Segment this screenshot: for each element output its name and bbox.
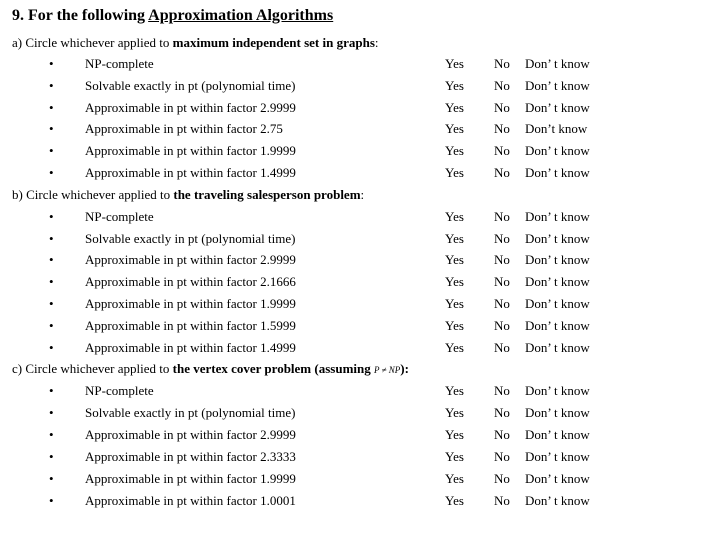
list-item bbox=[0, 56, 720, 76]
item-text: Approximable in pt within factor 2.9999 bbox=[85, 427, 296, 442]
bullet: • bbox=[49, 121, 54, 136]
bullet: • bbox=[49, 56, 54, 71]
item-text: Approximable in pt within factor 2.75 bbox=[85, 121, 283, 136]
dont-know-option[interactable]: Don’ t know bbox=[525, 56, 590, 71]
dont-know-option[interactable]: Don’ t know bbox=[525, 427, 590, 442]
yes-option[interactable]: Yes bbox=[445, 296, 464, 311]
bullet: • bbox=[49, 340, 54, 355]
list-item bbox=[0, 121, 720, 141]
no-option[interactable]: No bbox=[494, 231, 510, 246]
dont-know-option[interactable]: Don’ t know bbox=[525, 296, 590, 311]
dont-know-option[interactable]: Don’ t know bbox=[525, 165, 590, 180]
yes-option[interactable]: Yes bbox=[445, 121, 464, 136]
bullet: • bbox=[49, 231, 54, 246]
item-text: Approximable in pt within factor 1.0001 bbox=[85, 493, 296, 508]
list-item bbox=[0, 427, 720, 447]
list-item bbox=[0, 340, 720, 360]
yes-option[interactable]: Yes bbox=[445, 427, 464, 442]
list-item bbox=[0, 209, 720, 229]
yes-option[interactable]: Yes bbox=[445, 383, 464, 398]
title-underlined: Approximation Algorithms bbox=[148, 7, 334, 24]
no-option[interactable]: No bbox=[494, 143, 510, 158]
dont-know-option[interactable]: Don’ t know bbox=[525, 471, 590, 486]
list-item bbox=[0, 78, 720, 98]
yes-option[interactable]: Yes bbox=[445, 78, 464, 93]
question-title bbox=[12, 7, 333, 25]
list-item bbox=[0, 274, 720, 294]
dont-know-option[interactable]: Don’ t know bbox=[525, 318, 590, 333]
dont-know-option[interactable]: Don’ t know bbox=[525, 252, 590, 267]
yes-option[interactable]: Yes bbox=[445, 340, 464, 355]
list-item bbox=[0, 231, 720, 251]
no-option[interactable]: No bbox=[494, 383, 510, 398]
yes-option[interactable]: Yes bbox=[445, 209, 464, 224]
list-item bbox=[0, 296, 720, 316]
dont-know-option[interactable]: Don’ t know bbox=[525, 449, 590, 464]
list-item bbox=[0, 493, 720, 513]
bullet: • bbox=[49, 405, 54, 420]
list-item bbox=[0, 165, 720, 185]
item-text: Solvable exactly in pt (polynomial time) bbox=[85, 231, 296, 246]
list-item bbox=[0, 318, 720, 338]
no-option[interactable]: No bbox=[494, 274, 510, 289]
section-b-label: b) Circle whichever applied to the traveling salesperson problem: bbox=[12, 187, 365, 202]
item-text: Approximable in pt within factor 1.9999 bbox=[85, 471, 296, 486]
bullet: • bbox=[49, 252, 54, 267]
yes-option[interactable]: Yes bbox=[445, 143, 464, 158]
p-neq-np-math: P ≠ NP bbox=[374, 365, 401, 375]
dont-know-option[interactable]: Don’ t know bbox=[525, 383, 590, 398]
dont-know-option[interactable]: Don’ t know bbox=[525, 493, 590, 508]
no-option[interactable]: No bbox=[494, 449, 510, 464]
section-c-label: c) Circle whichever applied to the vertex cover problem (assuming P ≠ NP): bbox=[12, 361, 409, 376]
bullet: • bbox=[49, 296, 54, 311]
list-item bbox=[0, 383, 720, 403]
no-option[interactable]: No bbox=[494, 121, 510, 136]
item-text: Approximable in pt within factor 1.9999 bbox=[85, 296, 296, 311]
no-option[interactable]: No bbox=[494, 493, 510, 508]
dont-know-option[interactable]: Don’ t know bbox=[525, 274, 590, 289]
item-text: Approximable in pt within factor 1.4999 bbox=[85, 165, 296, 180]
dont-know-option[interactable]: Don’ t know bbox=[525, 143, 590, 158]
yes-option[interactable]: Yes bbox=[445, 274, 464, 289]
item-text: Approximable in pt within factor 1.5999 bbox=[85, 318, 296, 333]
bullet: • bbox=[49, 318, 54, 333]
yes-option[interactable]: Yes bbox=[445, 318, 464, 333]
list-item bbox=[0, 252, 720, 272]
dont-know-option[interactable]: Don’ t know bbox=[525, 78, 590, 93]
section-a-label: a) Circle whichever applied to maximum independent set in graphs: bbox=[12, 35, 379, 50]
item-text: Approximable in pt within factor 2.9999 bbox=[85, 100, 296, 115]
no-option[interactable]: No bbox=[494, 100, 510, 115]
bullet: • bbox=[49, 274, 54, 289]
item-text: Approximable in pt within factor 2.3333 bbox=[85, 449, 296, 464]
bullet: • bbox=[49, 143, 54, 158]
dont-know-option[interactable]: Don’t know bbox=[525, 121, 588, 136]
item-text: NP-complete bbox=[85, 383, 154, 398]
dont-know-option[interactable]: Don’ t know bbox=[525, 209, 590, 224]
yes-option[interactable]: Yes bbox=[445, 405, 464, 420]
no-option[interactable]: No bbox=[494, 78, 510, 93]
item-text: Approximable in pt within factor 2.1666 bbox=[85, 274, 296, 289]
dont-know-option[interactable]: Don’ t know bbox=[525, 100, 590, 115]
yes-option[interactable]: Yes bbox=[445, 231, 464, 246]
list-item bbox=[0, 471, 720, 491]
yes-option[interactable]: Yes bbox=[445, 449, 464, 464]
item-text: Approximable in pt within factor 2.9999 bbox=[85, 252, 296, 267]
item-text: Solvable exactly in pt (polynomial time) bbox=[85, 405, 296, 420]
bullet: • bbox=[49, 209, 54, 224]
item-text: NP-complete bbox=[85, 209, 154, 224]
title-prefix: 9. For the following bbox=[12, 7, 149, 24]
list-item bbox=[0, 100, 720, 120]
no-option[interactable]: No bbox=[494, 165, 510, 180]
no-option[interactable]: No bbox=[494, 296, 510, 311]
no-option[interactable]: No bbox=[494, 405, 510, 420]
bullet: • bbox=[49, 449, 54, 464]
yes-option[interactable]: Yes bbox=[445, 56, 464, 71]
bullet: • bbox=[49, 100, 54, 115]
no-option[interactable]: No bbox=[494, 318, 510, 333]
list-item bbox=[0, 405, 720, 425]
bullet: • bbox=[49, 471, 54, 486]
item-text: Approximable in pt within factor 1.9999 bbox=[85, 143, 296, 158]
bullet: • bbox=[49, 78, 54, 93]
item-text: Solvable exactly in pt (polynomial time) bbox=[85, 78, 296, 93]
yes-option[interactable]: Yes bbox=[445, 252, 464, 267]
bullet: • bbox=[49, 493, 54, 508]
list-item bbox=[0, 143, 720, 163]
bullet: • bbox=[49, 383, 54, 398]
no-option[interactable]: No bbox=[494, 340, 510, 355]
yes-option[interactable]: Yes bbox=[445, 493, 464, 508]
yes-option[interactable]: Yes bbox=[445, 100, 464, 115]
no-option[interactable]: No bbox=[494, 471, 510, 486]
no-option[interactable]: No bbox=[494, 427, 510, 442]
dont-know-option[interactable]: Don’ t know bbox=[525, 340, 590, 355]
list-item bbox=[0, 449, 720, 469]
no-option[interactable]: No bbox=[494, 209, 510, 224]
item-text: NP-complete bbox=[85, 56, 154, 71]
no-option[interactable]: No bbox=[494, 252, 510, 267]
yes-option[interactable]: Yes bbox=[445, 165, 464, 180]
yes-option[interactable]: Yes bbox=[445, 471, 464, 486]
dont-know-option[interactable]: Don’ t know bbox=[525, 405, 590, 420]
item-text: Approximable in pt within factor 1.4999 bbox=[85, 340, 296, 355]
bullet: • bbox=[49, 165, 54, 180]
dont-know-option[interactable]: Don’ t know bbox=[525, 231, 590, 246]
no-option[interactable]: No bbox=[494, 56, 510, 71]
bullet: • bbox=[49, 427, 54, 442]
